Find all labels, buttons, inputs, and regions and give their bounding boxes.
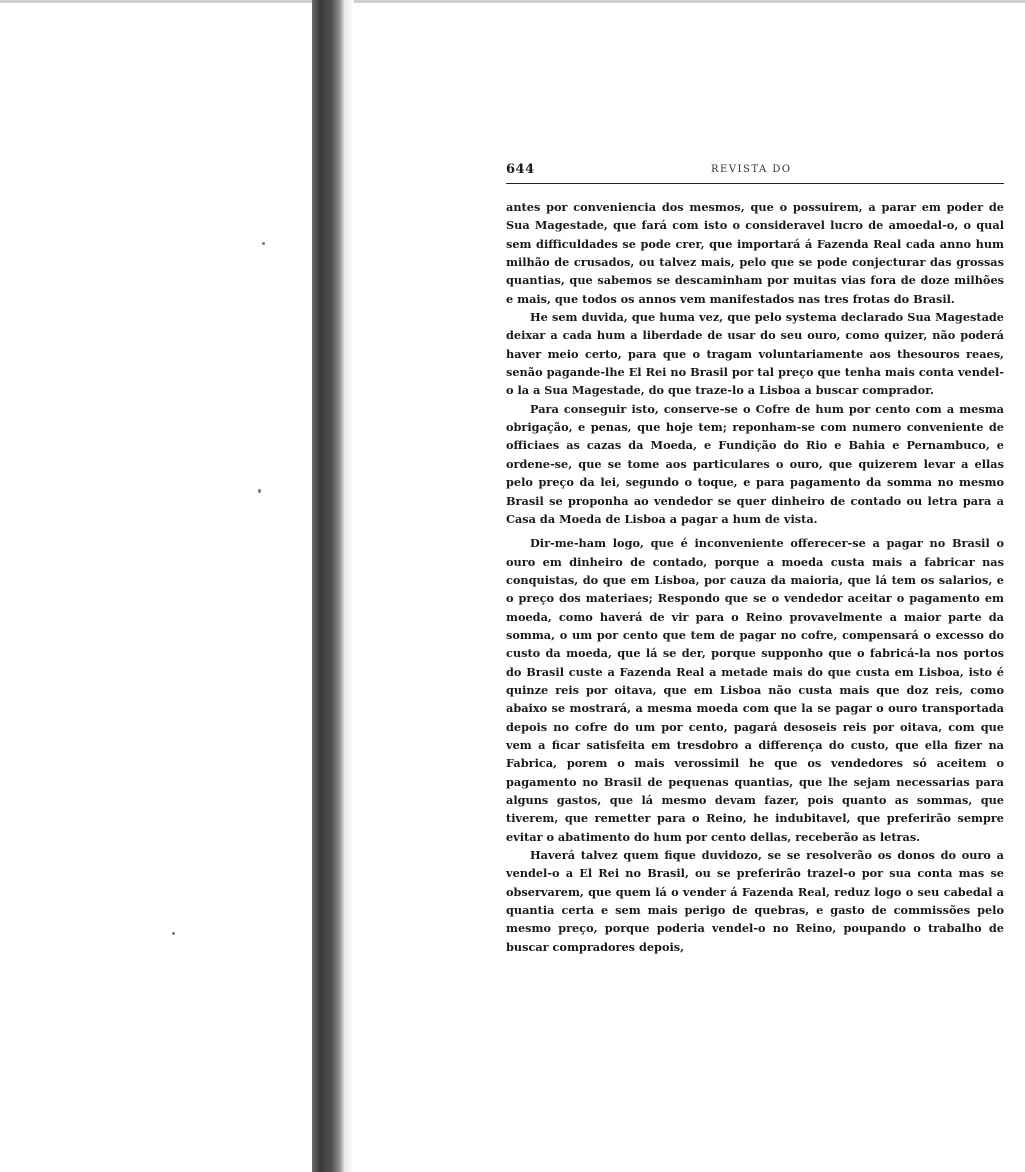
body-text [506,198,1004,956]
paragraph: Dir-me-ham logo, que é inconveniente offerecer-se a pagar no Brasil o ouro em dinheiro de contado, porque a moeda custa mais a fabricar nas conquistas, do que em Lisboa, por cauza da maioria, que lá tem os salarios, e o preço dos materiaes; Respondo que se o vendedor aceitar o pagamento em moeda, como haverá de vir para o Reino provavelmente a maior parte da somma, o um por cento que tem de pagar no cofre, compensará o excesso do custo da moeda, que lá se der, porque supponho que o fabricá-la nos portos do Brasil custe a Fazenda Real a metade mais do que custa em Lisboa, isto é quinze reis por oitava, que em Lisboa não custa mais que doz reis, como abaixo se mostrará, a mesma moeda com que la se pagar o ouro transportada depois no cofre do um por cento, pagará desoseis reis por oitava, com que vem a ficar satisfeita em tresdobro a differença do custo, que ella fizer na Fabrica, porem o mais verossimil he que os vendedores só aceitem o pagamento no Brasil de pequenas quantias, que lhe sejam necessarias para alguns gastos, que lá mesmo devam fazer, pois quanto as sommas, que tiverem, que remetter para o Reino, he indubitavel, que preferirão sempre evitar o abatimento do hum por cento dellas, receberão as letras. [506,536,1004,844]
paragraph: He sem duvida, que huma vez, que pelo systema declarado Sua Magestade deixar a cada hum a liberdade de usar do seu ouro, como quizer, não poderá haver meio certo, para que o tragam voluntariamente aos thesouros reaes, senão pagande-lhe El Rei no Brasil por tal preço que tenha mais conta vendel-o la a Sua Magestade, do que traze-lo a Lisboa a buscar comprador. [506,310,1004,398]
running-head: REVISTA DO [711,164,792,175]
scan-speck [172,932,175,935]
header-rule [506,183,1004,184]
scan-speck [262,242,265,245]
binding-gutter [312,0,344,1172]
paragraph: Para conseguir isto, conserve-se o Cofre de hum por cento com a mesma obrigação, e penas, que hoje tem; reponham-se com numero conveniente de officiaes as cazas da Moeda, e Fundição do Rio e Bahia e Pernambuco, e ordene-se, que se tome aos particulares o ouro, que quizerem levar a ellas pelo preço da lei, segundo o toque, e para pagamento da somma no mesmo Brasil se proponha ao vendedor se quer dinheiro de contado ou letra para a Casa da Moeda de Lisboa a pagar a hum de vista. [506,401,1004,526]
gutter-shadow [344,0,354,1172]
page-number: 644 [506,162,535,177]
book-page [506,160,1004,956]
paragraph: antes por conveniencia dos mesmos, que o possuirem, a parar em poder de Sua Magestade, que fará com isto o consideravel lucro de amoedal-o, o qual sem difficuldades se pode crer, que importará á Fazenda Real cada anno hum milhão de crusados, ou talvez mais, pelo que se pode conjecturar das grossas quantias, que sabemos se descaminham por muitas vias fora de doze milhões e mais, que todos os annos vem manifestados nas tres frotas do Brasil. [506,200,1004,306]
scan-top-edge [0,0,1025,3]
paragraph: Haverá talvez quem fique duvidozo, se se resolverão os donos do ouro a vendel-o a El Rei no Brasil, ou se preferirão trazel-o por sua conta mas se observarem, que quem lá o vender á Fazenda Real, reduz logo o seu cabedal a quantia certa e sem mais perigo de quebras, e gasto de commissões pelo mesmo preço, porque poderia vendel-o no Reino, poupando o trabalho de buscar compradores depois, [506,848,1004,954]
scan-speck [258,489,261,493]
page-header [506,160,1004,182]
